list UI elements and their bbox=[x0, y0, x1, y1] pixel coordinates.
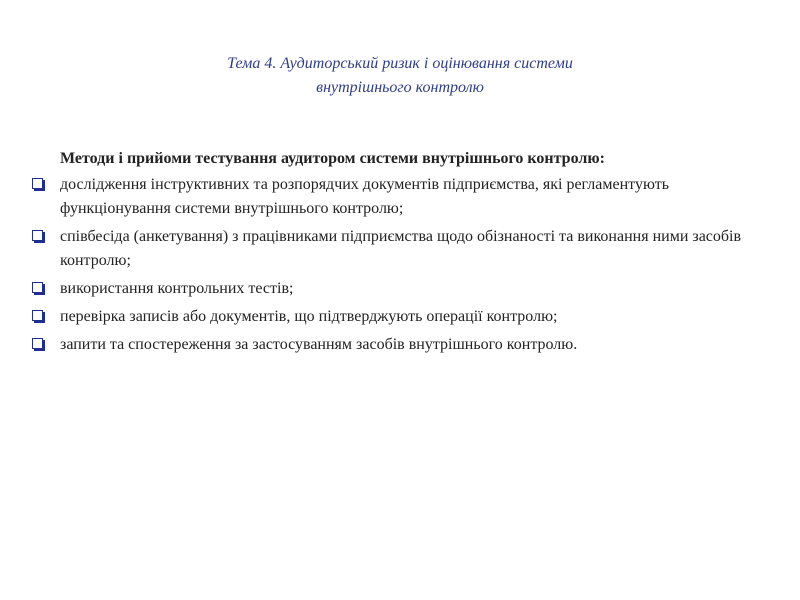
list-item bbox=[30, 225, 750, 273]
slide-title-line-1: Тема 4. Аудиторський ризик і оцінювання системи bbox=[227, 55, 573, 72]
intro-heading: Методи і прийоми тестування аудитором системи внутрішнього контролю: bbox=[60, 150, 605, 167]
square-bullet-icon bbox=[32, 230, 43, 241]
slide-title-line-2: внутрішнього контролю bbox=[316, 79, 484, 96]
list-item bbox=[30, 173, 750, 221]
square-bullet-icon bbox=[32, 310, 43, 321]
list-item bbox=[30, 333, 750, 357]
bullet-list bbox=[30, 173, 750, 357]
square-bullet-icon bbox=[32, 178, 43, 189]
list-item-text: запити та спостереження за застосуванням засобів внутрішнього контролю. bbox=[60, 336, 578, 353]
slide-title bbox=[100, 52, 700, 100]
list-item-text: дослідження інструктивних та розпорядчих документів підприємства, які регламентують функціонування системи внутрішнього контролю; bbox=[60, 176, 669, 217]
square-bullet-icon bbox=[32, 282, 43, 293]
list-item bbox=[30, 277, 750, 301]
list-item-text: використання контрольних тестів; bbox=[60, 280, 294, 297]
list-item bbox=[30, 305, 750, 329]
list-item-text: перевірка записів або документів, що підтверджують операції контролю; bbox=[60, 308, 558, 325]
list-item-text: співбесіда (анкетування) з працівниками підприємства щодо обізнаності та виконання ними засобів контролю; bbox=[60, 228, 742, 269]
slide-content bbox=[30, 147, 750, 361]
square-bullet-icon bbox=[32, 338, 43, 349]
